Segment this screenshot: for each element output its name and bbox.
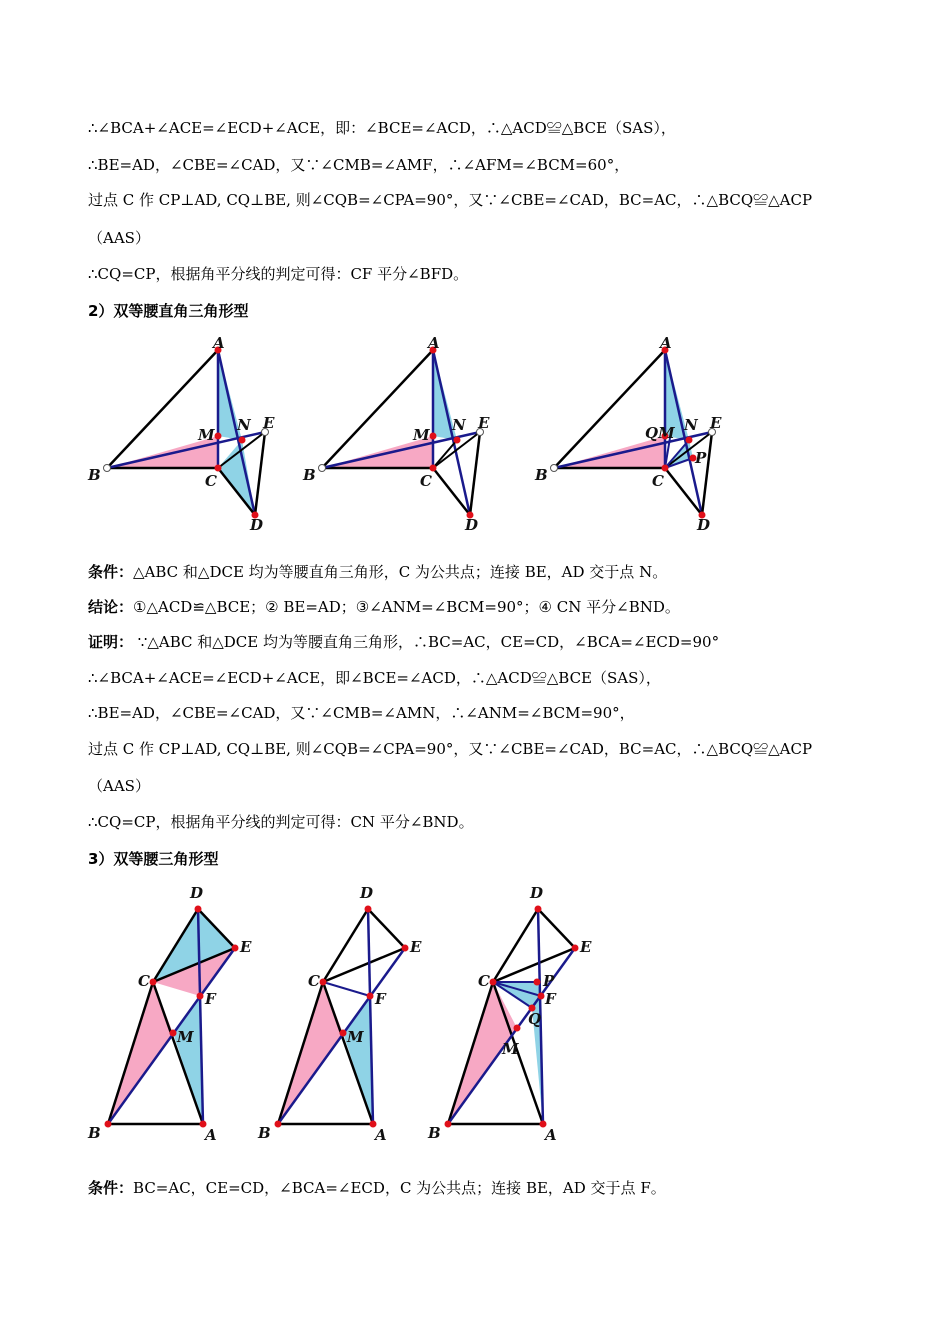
label-A: A [205,1126,217,1144]
figure-2-1 [87,334,275,534]
section2-condition [88,562,667,582]
label-E: E [263,414,275,432]
label-E: E [240,938,252,956]
label-C: C [205,472,217,490]
label-A: A [660,334,672,352]
label-N: N [452,416,466,434]
proof-line-4: （AAS） [88,229,150,247]
section-heading-2: 2）双等腰直角三角形型 [88,302,249,320]
conclusion-text: ①△ACD≌△BCE；② BE=AD；③∠ANM=∠BCM=90°；④ CN 平分∠BND。 [133,598,680,616]
section2-proof-5: （AAS） [88,777,150,795]
section3-condition [88,1178,666,1198]
label-E: E [580,938,592,956]
label-E: E [410,938,422,956]
label-D: D [190,884,204,902]
label-D: D [250,516,264,534]
label-M: M [347,1028,364,1046]
section2-proof-4: 过点 C 作 CP⊥AD, CQ⊥BE, 则∠CQB=∠CPA=90°，又∵∠CBE=∠CAD，BC=AC，∴△BCQ≌△ACP [88,740,813,758]
condition-text: △ABC 和△DCE 均为等腰直角三角形，C 为公共点；连接 BE，AD 交于点 N。 [133,563,668,581]
proof-line-1: ∴∠BCA+∠ACE=∠ECD+∠ACE，即：∠BCE=∠ACD，∴△ACD≌△BCE（SAS）， [88,119,676,137]
label-F: F [205,990,216,1008]
label-D: D [360,884,374,902]
proof-line-5: ∴CQ=CP，根据角平分线的判定可得：CF 平分∠BFD。 [88,265,469,283]
label-D: D [697,516,711,534]
label-A: A [375,1126,387,1144]
label-N: N [237,416,251,434]
figure-2-2 [302,334,490,534]
label-P: P [543,972,555,990]
condition-label: 条件： [88,1179,134,1197]
label-C: C [652,472,664,490]
label-D: D [465,516,479,534]
section2-conclusion [88,597,680,617]
label-Q: Q [528,1010,542,1028]
conclusion-label: 结论： [88,598,134,616]
section2-proof [88,632,719,652]
label-E: E [478,414,490,432]
figure-row-isosceles [80,878,600,1148]
figure-3-3 [427,884,592,1144]
label-D: D [530,884,544,902]
figure-row-isosceles-right [80,330,920,540]
label-M: M [198,426,215,444]
label-F: F [545,990,556,1008]
label-F: F [375,990,386,1008]
label-QM: QM [645,424,675,442]
condition-label: 条件： [88,563,134,581]
label-M: M [413,426,430,444]
label-B: B [303,466,316,484]
label-N: N [684,416,698,434]
proof-label: 证明： [88,633,134,651]
label-A: A [545,1126,557,1144]
figure-3-1 [87,884,252,1144]
figure-2-3 [534,334,722,534]
label-C: C [420,472,432,490]
label-B: B [258,1124,271,1142]
figure-3-2 [257,884,422,1144]
proof-line-3: 过点 C 作 CP⊥AD, CQ⊥BE, 则∠CQB=∠CPA=90°，又∵∠CBE=∠CAD，BC=AC，∴△BCQ≌△ACP [88,191,813,209]
label-B: B [88,466,101,484]
label-C: C [308,972,320,990]
label-P: P [695,449,707,467]
section-heading-3: 3）双等腰三角形型 [88,850,219,868]
label-M: M [177,1028,194,1046]
section2-proof-2: ∴∠BCA+∠ACE=∠ECD+∠ACE，即∠BCE=∠ACD，∴△ACD≌△BCE（SAS）， [88,669,661,687]
label-A: A [428,334,440,352]
label-B: B [535,466,548,484]
condition-text: BC=AC，CE=CD，∠BCA=∠ECD，C 为公共点；连接 BE，AD 交于点 F。 [133,1179,666,1197]
section2-proof-6: ∴CQ=CP，根据角平分线的判定可得：CN 平分∠BND。 [88,813,474,831]
label-C: C [478,972,490,990]
proof-line-2: ∴BE=AD，∠CBE=∠CAD，又∵∠CMB=∠AMF，∴∠AFM=∠BCM=60°， [88,156,630,174]
proof-text: ∵△ABC 和△DCE 均为等腰直角三角形，∴BC=AC，CE=CD，∠BCA=∠ECD=90° [133,633,720,651]
label-E: E [710,414,722,432]
label-M: M [502,1040,519,1058]
label-B: B [88,1124,101,1142]
label-B: B [428,1124,441,1142]
label-A: A [213,334,225,352]
section2-proof-3: ∴BE=AD，∠CBE=∠CAD，又∵∠CMB=∠AMN，∴∠ANM=∠BCM=90°， [88,704,635,722]
label-C: C [138,972,150,990]
